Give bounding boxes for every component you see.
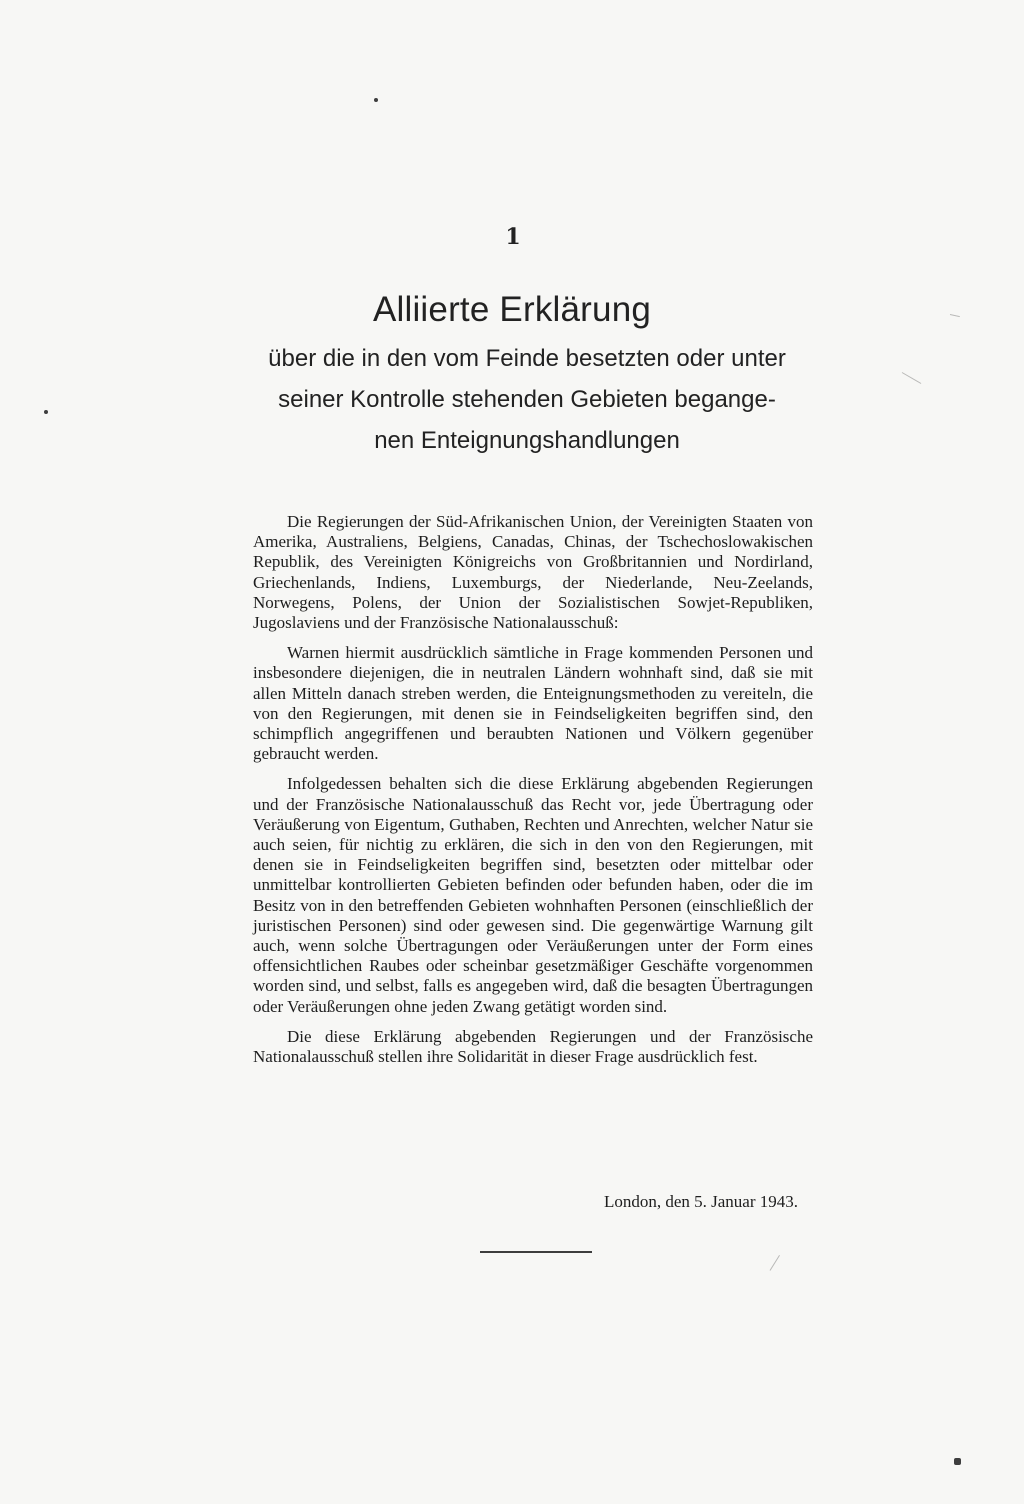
body-paragraph: Die Regierungen der Süd-Afrikanischen Union, der Vereinigten Staaten von Amerika, Australiens, Belgiens, Canadas, Chinas, der Tschechoslowakischen Republik, des Vereinigten Königreichs von Großbritannien und Nordirland, Griechenlands, Indiens, Luxemburgs, der Niederlande, Neu-Zeelands, Norwegens, Polens, der Union der Sozialistischen Sowjet-Republiken, Jugoslaviens und der Französische Nationalausschuß:	[253, 512, 813, 633]
subtitle-line: nen Enteignungshandlungen	[374, 427, 680, 454]
scan-speck	[44, 410, 48, 414]
document-subtitle	[222, 338, 832, 461]
declaration-body	[253, 512, 813, 1077]
subtitle-line: seiner Kontrolle stehenden Gebieten begange-	[278, 386, 776, 413]
body-paragraph: Die diese Erklärung abgebenden Regierungen und der Französische Nationalausschuß stellen ihre Solidarität in dieser Frage ausdrücklich fest.	[253, 1026, 813, 1067]
body-paragraph: Infolgedessen behalten sich die diese Erklärung abgebenden Regierungen und der Französische Nationalausschuß das Recht vor, jede Übertragung oder Veräußerung von Eigentum, Guthaben, Rechten und Anrechten, welcher Natur sie auch seien, für nichtig zu erklären, die sich in den von den Regierungen, mit denen sie in Feindseligkeiten begriffen sind, besetzten oder mittelbar oder unmittelbar kontrollierten Gebieten befinden oder befunden haben, oder die im Besitz von in den betreffenden Gebieten wohnhaften Personen (einschließlich der juristischen Personen) sind oder gewesen sind. Die gegenwärtige Warnung gilt auch, wenn solche Übertragungen oder Veräußerungen unter der Form eines offensichtlichen Raubes oder scheinbar gesetzmäßiger Geschäfte vorgenommen worden sind, und selbst, falls es angegeben wird, daß die besagten Übertragungen oder Veräußerungen ohne jeden Zwang getätigt worden sind.	[253, 774, 813, 1016]
page-number: 1	[505, 224, 521, 250]
scan-streak	[902, 372, 922, 384]
scan-speck	[374, 98, 378, 102]
scan-streak	[770, 1255, 780, 1271]
scan-streak	[950, 314, 960, 317]
place-and-date: London, den 5. Januar 1943.	[603, 1192, 798, 1211]
subtitle-line: über die in den vom Feinde besetzten oder unter	[268, 345, 786, 372]
body-paragraph: Warnen hiermit ausdrücklich sämtliche in Frage kommenden Personen und insbesondere diejenigen, die in neutralen Ländern wohnhaft sind, daß sie mit allen Mitteln danach streben werden, die Enteignungsmethoden zu vereiteln, die von den Regierungen, mit denen sie in Feindseligkeiten begriffen sind, den schimpflich angegriffenen und beraubten Nationen und Völkern gegenüber gebraucht werden.	[253, 643, 813, 764]
document-title: Alliierte Erklärung	[372, 290, 652, 329]
closing-rule	[480, 1251, 592, 1253]
scan-speck	[954, 1458, 961, 1465]
